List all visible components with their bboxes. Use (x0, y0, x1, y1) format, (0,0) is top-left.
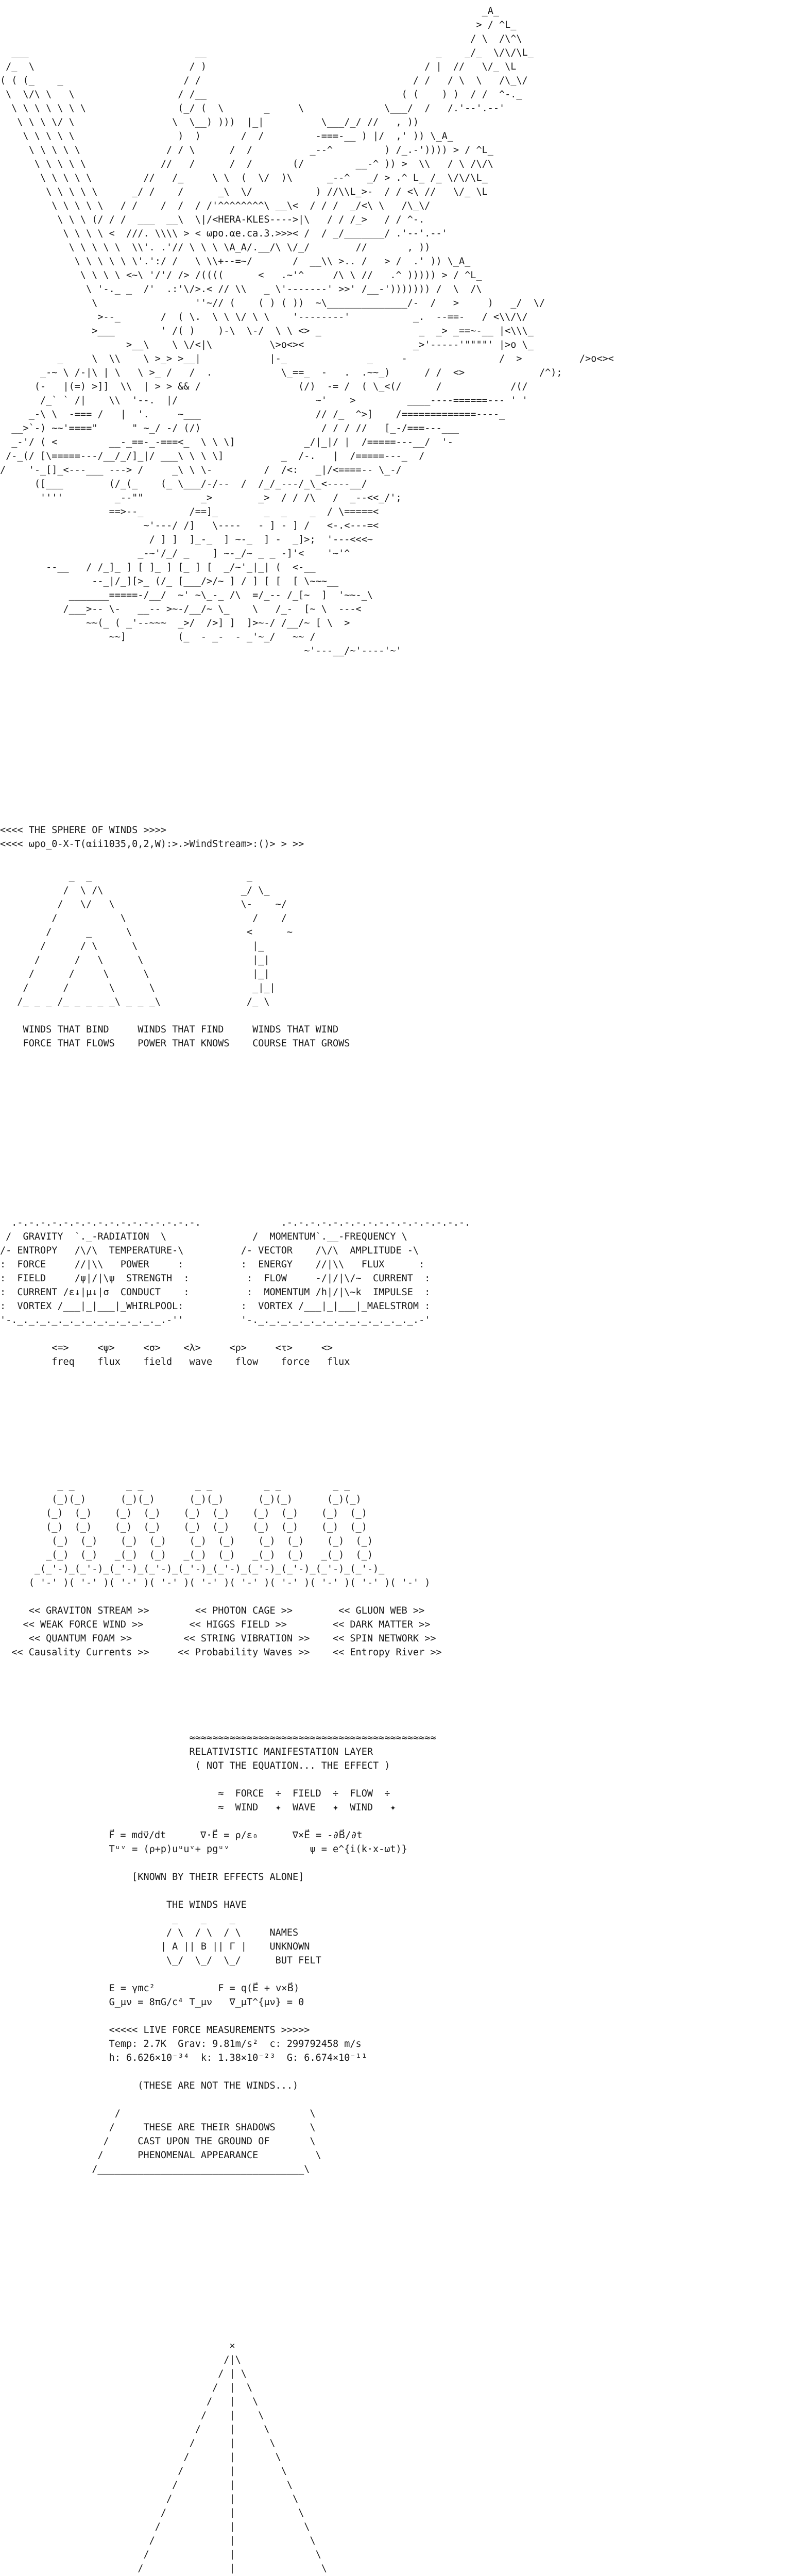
hera-kles-spiral-art: _A_ > / ^L_ / \ /\^\ ___ __ _ _/_ \/\/\L_ /_ \ / ) / | // \/_ \L ( ( (_ _ / / / / / \ \ /\_\/ \ \/\ \ \ / /__ ( ( ) ) / / ^-._ \ \ \ \ \ \ \ (_/ ( \ _ \ \___/ / /.'--'.--' \ \ \ \/ \ \ \__) ))) |_| \___/_/ // , )) \ \ \ \ \ ) ) / / -===-__ ) |/ ,' )) \_A_ \ \ \ \ \ / / \ / / _--^ ) /_.-')))) > / ^L_ \ \ \ \ \ // / / / (/ __-^ )) > \\ / \ /\/\ \ \ \ \ \ // /_ \ \ ( \/ )\ _--^ _/ > .^ L_ /_ \/\/\L_ \ \ \ \ \ _/ / / _\ \/ ) //\\L_>- / / <\ // \/_ \L \ \ \ \ \ / / / / / /'^^^^^^^^\ __\< / / / _/<\ \ /\_\/ \ \ \ (/ / / ___ __\ \|/<HERA-KLES---->|\ / / /_> / / ^-. \ \ \ \ < ///. \\\\ > < ωpo.αe.ca.3.>>>< / / _/_______/ .'--'.--' \ \ \ \ \ \\'. .'// \ \ \ \A_A/.__/\ \/_/ // , )) \ \ \ \ \ \'.':/ / \ \\+--=~/ / __\\ >.. / > / .' )) \_A_ \ \ \ \ <~\ '/'/ /> /(((( < .~'^ /\ \ // .^ ))))) > / ^L_ \ '-._ _ /' .:'\/>.< // \\ _ \'-------' >>' /__-'))))))) / \ /\ \ ''~// ( ( ) ( )) ~\______________/- / > ) _/ \/ >--_ / ( \. \ \ \/ \ \ '--------' _. --==- / <\\/\/ >___ ' /( ) )-\ \-/ \ \ <> _ _ _> _==~-__ |<\\\_ >__\ \ \/<|\ \>o<>< _>'-----'""""' |>o \_ _ \ \\ \ >_> >__| |-_ _ - / > />o<>< _-~ \ /-|\ | \ \ >_ / / . \_==_ - . .~~_) / / <> /^); (- |(=) >]] \\ | > > && / (/) -= / ( \_<(/ / /(/ /_` ` /| \\ '--. |/ ~' > ____----======--- ' ' _-\ \ -=== / | '. ~___ // /_ ^>] /=============----_ __>`-) ~~'====" " ~_/ -/ (/) / / / // [_-/===---___ _-'/ ( < __-_==-_-===<_ \ \ \] _/|_|/ | /=====---__/ '- /-_(/ [\=====---/__/_/]_|/ ___\ \ \ \] _ /-. | /=====---_ / / '-_[]_<---___ ---> / _\ \ \- / /<: _|/<====-- \_-/ ([___ (/_(_ (_ \___/-/-- / /_/_---/_\_<----__/ '''' _--"" _> _> / / /\ / _--<<_/'; ==>--_ /==]_ _ _ _ / \=====< ~'---/ /] \---- - ] - ] / <-.<---=< / ] ] ]_-_ ] ~-_ ] - _]>; '---<<<~ _-~'/_/ _ ] ~-_/~ _ _ -]'< '~'^ --__ / /_]_ ] [ ]_ ] [_ ] [ _/~'_|_| ( <-__ --_|/_][>_ (/_ [___/>/~ ] / ] [ [ [ \~~~__ _______=====-/__/ ~' ~\_-_ /\ =/_-- /_[~ ] '~~-_\ /___>-- \- __-- >~-/__/~ \_ \ /_- [~ \ ---< ~~(_ ( _'--~~~ _>/ />] ] ]>~-/ /__/~ [ \ > ~~] (_ - _- - _'~_/ ~~ / ~'---__/~'----'~' (0, 6, 614, 656)
wind-cone-art: × /|\ / | \ / | \ / | \ / | \ / | \ / | \ / | \ / | \ / | \ / | \ / | \ / | \ / | \ / | \ / | \ (138, 2341, 327, 2574)
windstream-signature: <<<< ωpo_0-X-T(αii1035,0,2,W):>.>WindStream>:()> > >> (0, 839, 304, 850)
sphere-title-text: <<<< THE SPHERE OF WINDS >>>> (0, 825, 167, 836)
manifestation-layer: ≈≈≈≈≈≈≈≈≈≈≈≈≈≈≈≈≈≈≈≈≈≈≈≈≈≈≈≈≈≈≈≈≈≈≈≈≈≈≈≈≈≈≈ RELATIVISTIC MANIFESTATION LAYER ( NOT THE EQUATION... THE EFFECT ) ≈ FORCE ÷ FIELD ÷ FLOW ÷ ≈ WIND ✦ WAVE ✦ WIND ✦ F⃗ = mdv⃗/dt ∇·E⃗ = ρ/ε₀ ∇×E⃗ = -∂B⃗/∂t Tᵘᵛ = (ρ+p)uᵘuᵛ+ pgᵘᵛ ψ = e^{i(k·x-ωt)} [KNOWN BY THEIR EFFECTS ALONE] THE WINDS HAVE _ _ _ / \ / \ / \ NAMES | A || B || Γ | UNKNOWN \_/ \_/ \_/ BUT FELT E = γmc² F = q(E⃗ + v×B⃗) G_μν = 8πG/c⁴ T_μν ∇_μT^{μν} = 0 <<<<< LIVE FORCE MEASUREMENTS >>>>> Temp: 2.7K Grav: 9.81m/s² c: 299792458 m/s h: 6.626×10⁻³⁴ k: 1.38×10⁻²³ G: 6.674×10⁻¹¹ (THESE ARE NOT THE WINDS...) / \ / THESE ARE THEIR SHADOWS \ / CAST UPON THE GROUND OF \ / PHENOMENAL APPEARANCE \ /____________________________________\ (92, 1733, 436, 2175)
particle-lattice-art: _ _ _ _ _ _ _ _ _ _ (_)(_) (_)(_) (_)(_) (_)(_) (_)(_) (_) (_) (_) (_) (_) (_) (_) (_) (_) (_) (_) (_) (_) (_) (_) (_) (_) (_) (_) (_) (_) (_) (_) (_) (_) (_) (_) (_) (_) (_) _(_) (_) _(_) (_) _(_) (_) _(_) (_) _(_) (_) _(_'-)_(_'-)_(_'-)_(_'-)_(_'-)_(_'-)_(_'-)_(_'-)_(_'-)_(_'-)_ ( '-' )( '-' )( '-' )( '-' )( '-' )( '-' )( '-' )( '-' )( '-' )( '-' ) (28, 1480, 431, 1588)
winds-pyramid-art: _ _ _ / \ /\ _/ \_ / \/ \ \- ~/ / \ / / / _ \ < ~ / / \ \ |_ / / \ \ |_| / / \ \ |_| / / \ \ _|_| /_ _ _ /_ _ _ _ _\ _ _ _\ /_ \ (17, 871, 293, 1007)
winds-caption-row-1: WINDS THAT BIND WINDS THAT FIND WINDS THAT WIND (0, 1024, 339, 1035)
sphere-of-winds-title (0, 823, 304, 851)
three-winds-section (0, 870, 350, 1050)
wind-that-blew-section (0, 2339, 413, 2576)
particles-section (0, 1479, 442, 1659)
winds-caption-row-2: FORCE THAT FLOWS POWER THAT KNOWS COURSE THAT GROWS (0, 1038, 350, 1049)
particle-stream-labels: << GRAVITON STREAM >> << PHOTON CAGE >> << GLUON WEB >> << WEAK FORCE WIND >> << HIGGS FIELD >> << DARK MATTER >> << QUANTUM FOAM >> << STRING VIBRATION >> << SPIN NETWORK >> << Causality Currents >> << Probability Waves >> << Entropy River >> (11, 1605, 442, 1658)
force-tables: .-.-.-.-.-.-.-.-.-.-.-.-.-.-.-.-. .-.-.-.-.-.-.-.-.-.-.-.-.-.-.-.-. / GRAVITY `._-RADIATION \ / MOMENTUM`.__-FREQUENCY \ /- ENTROPY /\/\ TEMPERATURE-\ /- VECTOR /\/\ AMPLITUDE -\ : FORCE //|\\ POWER : : ENERGY //|\\ FLUX : : FIELD /ψ|/|\ψ STRENGTH : : FLOW -/|/|\/~ CURRENT : : CURRENT /ε↓|μ↓|σ CONDUCT : : MOMENTUM /h|/|\~k IMPULSE : : VORTEX /___|_|___|_WHIRLPOOL: : VORTEX /___|_|___|_MAELSTROM : '-._._._._._._._._._._._._._.-'' '-._._._._._._._._._._._._._._.-' <=> <ψ> <σ> <λ> <ρ> <τ> <> freq flux field wave flow force flux (0, 1217, 471, 1367)
